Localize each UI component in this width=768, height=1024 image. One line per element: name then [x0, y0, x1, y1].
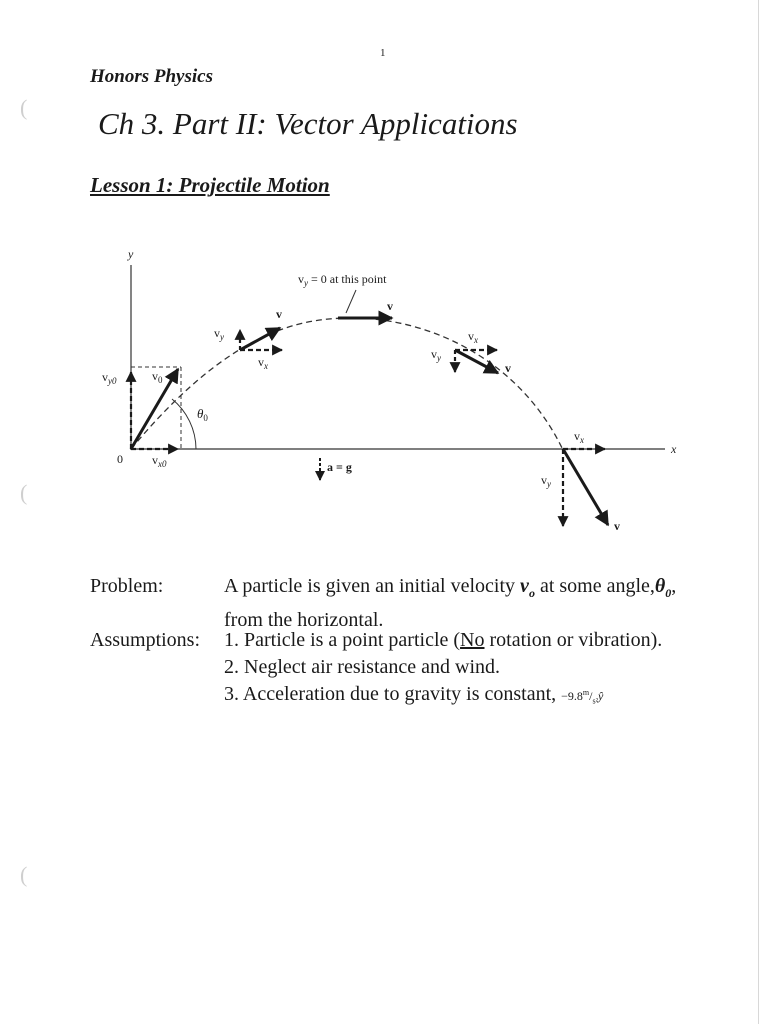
apex-note-pointer [346, 290, 356, 313]
label-apex-v: v [387, 299, 393, 313]
problem-text: A particle is given an initial velocity $v_o$ at some $angle,\theta_0$, from the horizontal. [224, 575, 677, 631]
rise-v-vector [240, 328, 280, 350]
problem-label: Problem: [90, 575, 164, 597]
lesson-heading: Lesson 1: Projectile Motion [90, 173, 330, 197]
label-land-v: v [614, 519, 620, 533]
page-number: 1 [380, 47, 386, 59]
label-rise-v: v [276, 307, 282, 321]
assumption-2: 2. Neglect air resistance and wind. [224, 655, 501, 678]
origin-label: 0 [117, 452, 123, 466]
label-land-vx: $v_x$ [574, 429, 584, 445]
trajectory-path [131, 318, 563, 450]
land-v-vector [563, 449, 608, 525]
label-fall-vx: $v_x$ [468, 329, 478, 345]
scan-mark: ( [20, 480, 28, 505]
chapter-title: Ch 3. Part II: Vector Applications [98, 106, 518, 141]
label-rise-vx: $v_x$ [258, 355, 268, 371]
course-title: Honors Physics [90, 66, 213, 87]
projectile-motion-diagram [0, 235, 768, 545]
scan-mark: ( [20, 95, 28, 120]
label-fall-vy: $v_y$ [431, 347, 441, 363]
fall-v-vector [455, 350, 498, 373]
assumption-3: 3. Acceleration due to gravity is constant, $-9.8^m/_{s^2}ŷ$ [224, 683, 604, 706]
label-accel: a = g [327, 460, 352, 474]
scan-mark: ( [20, 862, 28, 887]
apex-note: $v_y = 0$ at this point [298, 272, 387, 288]
label-theta0: $\theta_0$ [197, 406, 208, 423]
x-axis-label: x [671, 442, 677, 456]
label-rise-vy: $v_y$ [214, 326, 224, 342]
label-fall-v: v [505, 361, 511, 375]
y-axis-label: y [128, 247, 134, 261]
label-vy0: $v_{y0}$ [102, 370, 117, 386]
label-land-vy: $v_y$ [541, 473, 551, 489]
label-vx0: $v_{x0}$ [152, 453, 167, 469]
theta-arc [172, 399, 196, 449]
assumptions-label: Assumptions: [90, 629, 201, 651]
label-v0: $v_0$ [152, 369, 163, 385]
assumptions-list [224, 627, 694, 715]
assumption-1: 1. Particle is a point particle (No rotation or vibration). [224, 629, 663, 651]
gravity-value: $-9.8^m/_{s^2}ŷ$ [561, 688, 604, 706]
